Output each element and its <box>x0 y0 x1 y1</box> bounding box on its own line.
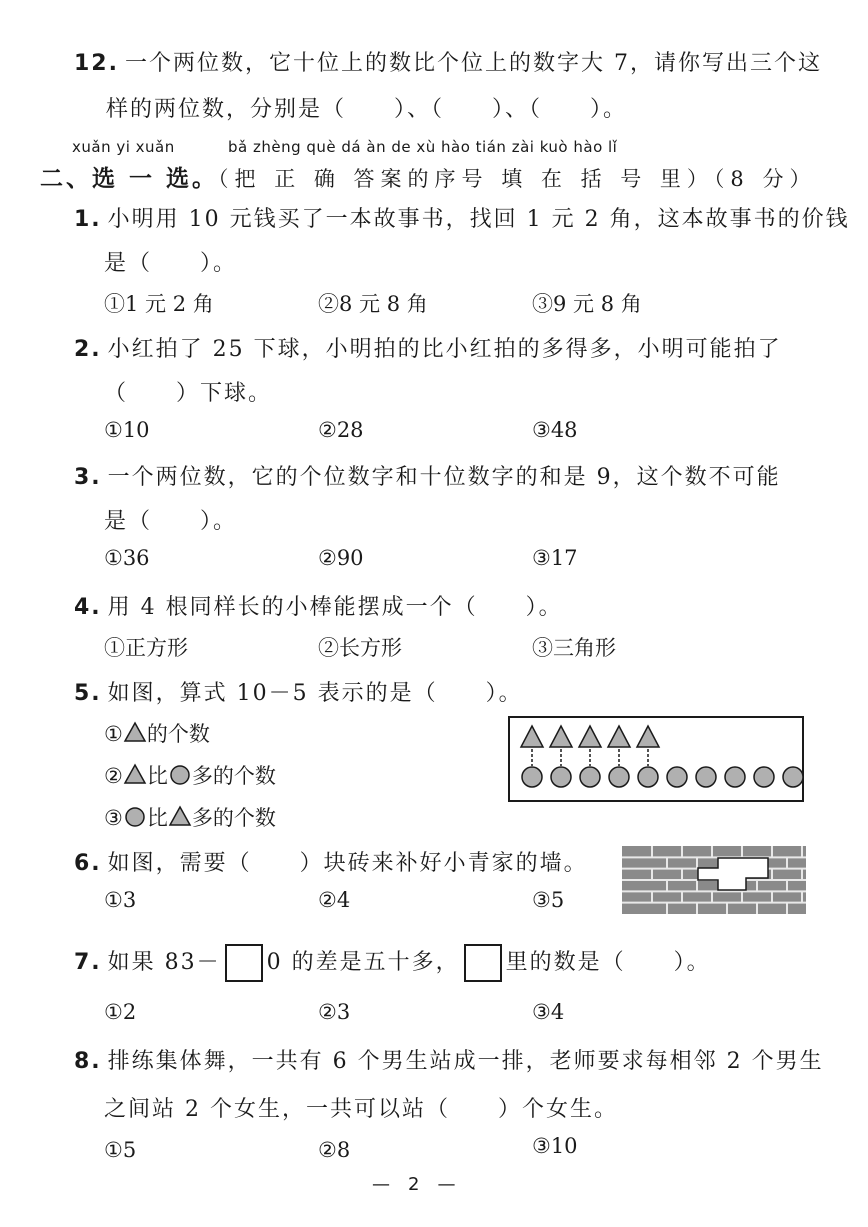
question-8 <box>74 1044 824 1075</box>
option-3: ③三角形 <box>532 636 616 660</box>
circle-icon <box>168 763 192 785</box>
option-marker: ② <box>104 764 123 788</box>
option-1: ①5 <box>104 1138 137 1162</box>
option-1: ①2 <box>104 1000 137 1024</box>
question-text: 0 的差是五十多， <box>266 950 460 975</box>
page-number: — 2 — <box>372 1174 456 1195</box>
question-4 <box>74 590 563 621</box>
circle-shape <box>638 767 658 787</box>
question-8-line2: 之间站 2 个女生，一共可以站（ ）个女生。 <box>104 1097 618 1122</box>
question-number: 12. <box>74 51 119 76</box>
section-title: 二、选 一 选 <box>40 165 193 192</box>
question-text: 如果 83－ <box>107 950 221 975</box>
question-text: 一个两位数，它十位上的数比个位上的数字大 7，请你写出三个这 <box>124 51 822 76</box>
question-text: 小明用 10 元钱买了一本故事书，找回 1 元 2 角，这本故事书的价钱 <box>107 207 850 232</box>
circle-shape <box>696 767 716 787</box>
circle-shape <box>609 767 629 787</box>
circle-shape <box>551 767 571 787</box>
option-3 <box>104 802 276 832</box>
question-1-line2: 是（ ）。 <box>104 251 238 276</box>
brick-wall-figure <box>622 846 806 914</box>
circle-shape <box>667 767 687 787</box>
shapes-figure <box>508 716 804 802</box>
option-2: ②8 <box>318 1138 351 1162</box>
question-number: 5. <box>74 681 102 706</box>
section-title-pinyin: xuǎn yi xuǎn <box>72 138 175 156</box>
circle-shape <box>522 767 542 787</box>
question-2 <box>74 332 782 363</box>
question-7 <box>74 944 711 982</box>
option-text: 多的个数 <box>191 764 276 788</box>
option-text: 多的个数 <box>191 806 276 830</box>
question-12-line2: 样的两位数，分别是（ ）、（ ）、（ ）。 <box>106 97 628 122</box>
question-text: 如图，算式 10－5 表示的是（ ）。 <box>107 681 523 706</box>
option-text: 的个数 <box>146 722 210 746</box>
question-number: 3. <box>74 465 102 490</box>
question-text: 里的数是（ ）。 <box>505 950 711 975</box>
option-text: 比 <box>146 764 168 788</box>
question-12 <box>74 46 822 77</box>
question-6 <box>74 846 588 877</box>
blank-box[interactable] <box>464 944 502 982</box>
section-note-pinyin: bǎ zhèng què dá àn de xù hào tián zài kuò hào lǐ <box>228 138 618 156</box>
option-text: 比 <box>146 806 168 830</box>
question-3 <box>74 460 781 491</box>
option-3: ③5 <box>532 888 565 912</box>
option-3: ③9 元 8 角 <box>532 292 642 316</box>
question-number: 1. <box>74 207 102 232</box>
question-text: 如图，需要（ ）块砖来补好小青家的墙。 <box>107 851 588 876</box>
question-text: 用 4 根同样长的小棒能摆成一个（ ）。 <box>107 595 563 620</box>
circle-shape <box>580 767 600 787</box>
question-text: 排练集体舞，一共有 6 个男生站成一排，老师要求每相邻 2 个男生 <box>107 1049 824 1074</box>
section-note: （把 正 确 答案的序号 填 在 括 号 里）（8 分） <box>218 167 817 191</box>
question-5 <box>74 676 523 707</box>
option-1: ①10 <box>104 418 150 442</box>
triangle-icon <box>123 763 147 785</box>
question-number: 8. <box>74 1049 102 1074</box>
circle-shape <box>725 767 745 787</box>
question-1 <box>74 202 850 233</box>
option-1 <box>104 718 210 748</box>
question-number: 7. <box>74 950 102 975</box>
circle-icon <box>123 805 147 827</box>
option-marker: ③ <box>104 806 123 830</box>
option-2: ②4 <box>318 888 351 912</box>
question-text: 小红拍了 25 下球，小明拍的比小红拍的多得多，小明可能拍了 <box>107 337 782 362</box>
option-2: ②28 <box>318 418 364 442</box>
section-header <box>40 160 816 193</box>
option-3: ③4 <box>532 1000 565 1024</box>
option-2: ②3 <box>318 1000 351 1024</box>
question-text: 一个两位数，它的个位数字和十位数字的和是 9，这个数不可能 <box>107 465 781 490</box>
question-number: 2. <box>74 337 102 362</box>
triangle-icon <box>123 721 147 743</box>
question-number: 6. <box>74 851 102 876</box>
option-3: ③48 <box>532 418 578 442</box>
circle-shape <box>754 767 774 787</box>
option-2: ②8 元 8 角 <box>318 292 428 316</box>
circle-shape <box>783 767 803 787</box>
option-2: ②长方形 <box>318 636 402 660</box>
triangle-icon <box>168 805 192 827</box>
option-1: ①3 <box>104 888 137 912</box>
blank-box[interactable] <box>225 944 263 982</box>
option-1: ①正方形 <box>104 636 188 660</box>
option-marker: ① <box>104 722 123 746</box>
option-3: ③10 <box>532 1134 578 1158</box>
question-number: 4. <box>74 595 102 620</box>
option-2: ②90 <box>318 546 364 570</box>
question-3-line2: 是（ ）。 <box>104 509 238 534</box>
option-3: ③17 <box>532 546 578 570</box>
section-period: 。 <box>192 165 219 192</box>
option-1: ①1 元 2 角 <box>104 292 214 316</box>
option-2 <box>104 760 276 790</box>
question-2-line2: （ ）下球。 <box>104 381 273 406</box>
option-1: ①36 <box>104 546 150 570</box>
